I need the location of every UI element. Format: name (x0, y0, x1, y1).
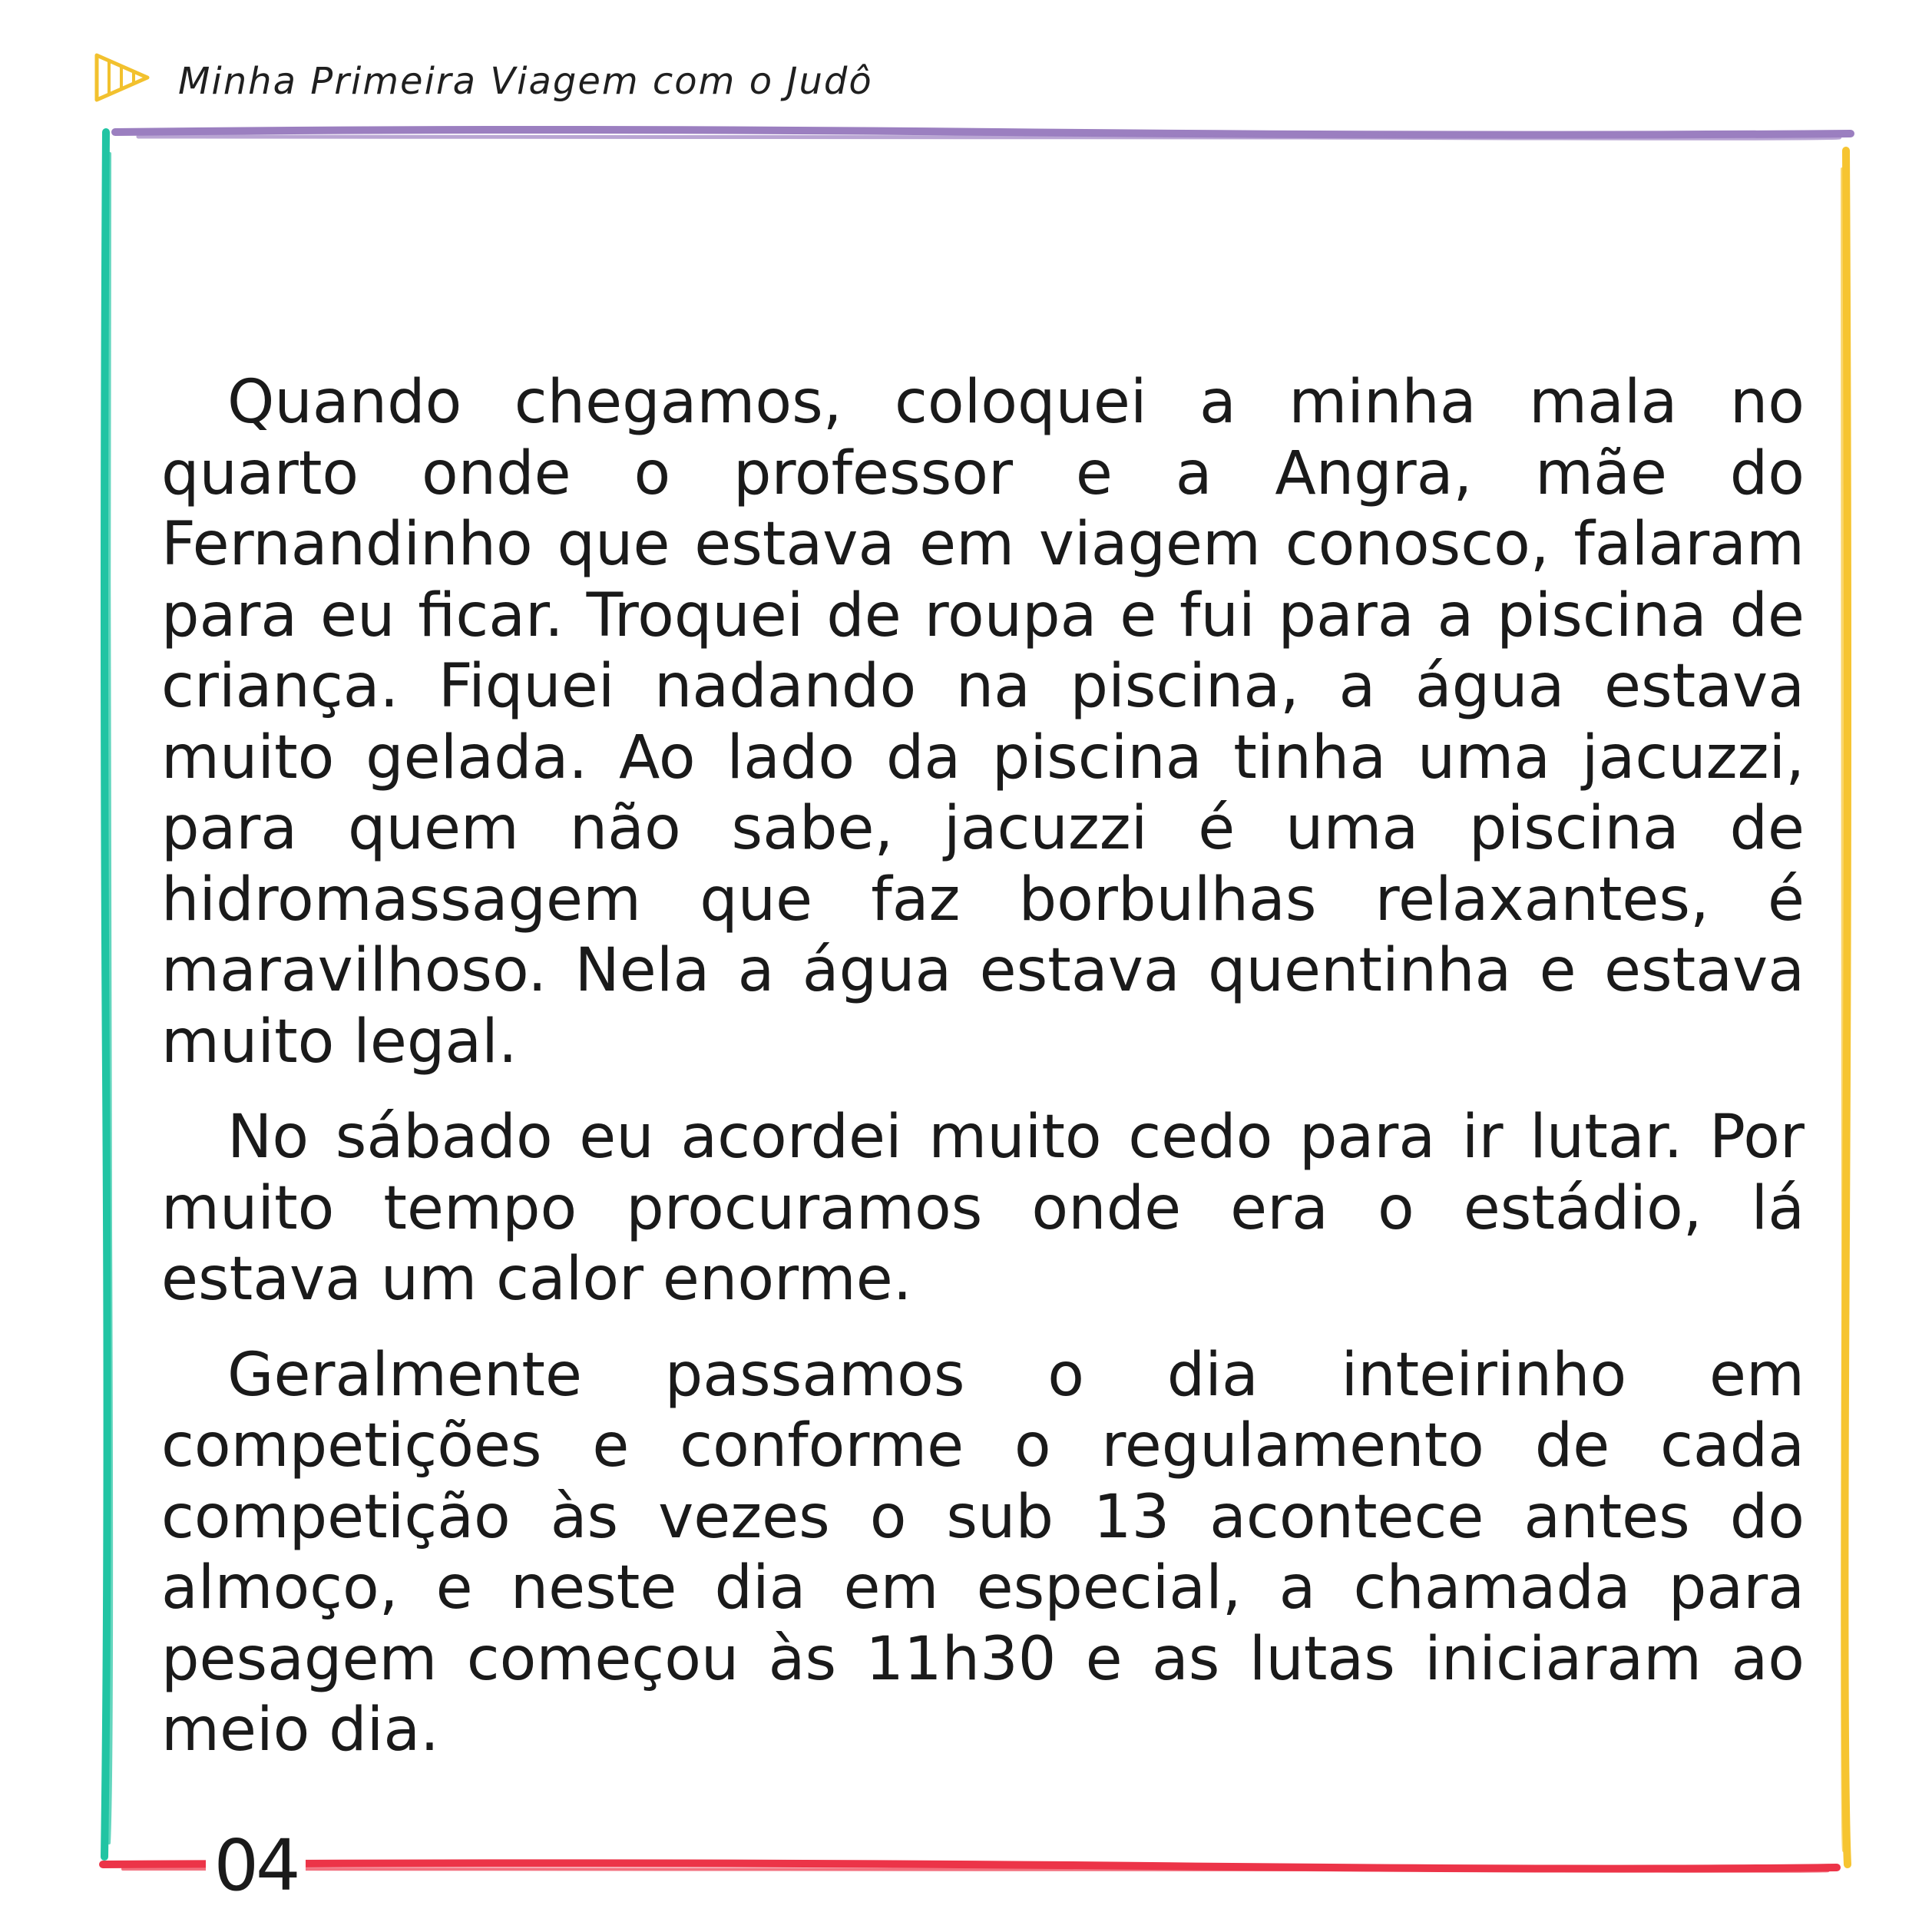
top-border-line (115, 130, 1851, 135)
book-title: Minha Primeira Viagem com o Judô (178, 60, 873, 103)
left-border-line (104, 132, 108, 1857)
paragraph-1: Quando chegamos, coloquei a minha mala no quarto onde o professor e a Angra, mãe do Fernandinho que estava em viagem conosco, falaram para eu ficar. Troquei de roupa e fui para a piscina de criança. Fiquei nadando na piscina, a água estava muito gelada. Ao lado da piscina tinha uma jacuzzi, para quem não sabe, jacuzzi é uma piscina de hidromassagem que faz borbulhas relaxantes, é maravilhoso. Nela a água estava quentinha e estava muito legal. (161, 368, 1805, 1077)
page-number: 04 (206, 1828, 306, 1904)
paragraph-3: Geralmente passamos o dia inteirinho em competições e conforme o regulamento de cada competição às vezes o sub 13 acontece antes do almoço, e neste dia em especial, a chamada para pesagem começou às 11h30 e as lutas iniciaram ao meio dia. (161, 1340, 1805, 1765)
story-text (161, 367, 1805, 1791)
right-border-line (1844, 151, 1848, 1864)
paragraph-2: No sábado eu acordei muito cedo para ir lutar. Por muito tempo procuramos onde era o estádio, lá estava um calor enorme. (161, 1103, 1805, 1314)
